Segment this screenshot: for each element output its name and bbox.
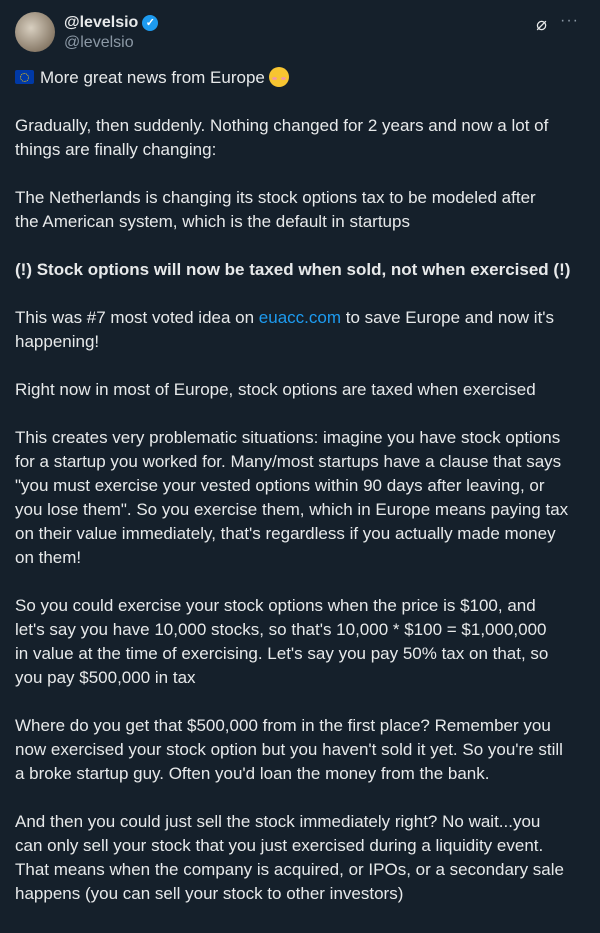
text-line: And then you could just sell the stock immediately right? No wait...you — [15, 812, 541, 831]
text-fragment: to save Europe and now it's — [341, 308, 555, 327]
eu-flag-icon — [15, 70, 34, 84]
paragraph-bold — [15, 258, 595, 282]
text-line: (!) Stock options will now be taxed when sold, not when exercised (!) — [15, 260, 571, 279]
text-line: happening! — [15, 332, 100, 351]
paragraph — [15, 186, 595, 234]
text-line: things are finally changing: — [15, 140, 217, 159]
text-fragment: This was #7 most voted idea on — [15, 308, 259, 327]
text-line: the American system, which is the default in startups — [15, 212, 410, 231]
more-options-button[interactable]: ··· — [560, 12, 579, 29]
text-line: let's say you have 10,000 stocks, so that's 10,000 * $100 = $1,000,000 — [15, 620, 547, 639]
smiling-face-emoji-icon — [269, 67, 289, 87]
text-line: can only sell your stock that you just exercised during a liquidity event. — [15, 836, 544, 855]
text-line: a broke startup guy. Often you'd loan the money from the bank. — [15, 764, 490, 783]
text-line: "you must exercise your vested options within 90 days after leaving, or — [15, 476, 545, 495]
text-line: Gradually, then suddenly. Nothing changed for 2 years and now a lot of — [15, 116, 549, 135]
tweet-header — [15, 12, 585, 56]
headline-text: More great news from Europe — [40, 68, 265, 87]
author-handle[interactable]: @levelsio — [64, 34, 134, 51]
text-line: This creates very problematic situations: imagine you have stock options — [15, 428, 561, 447]
text-line: in value at the time of exercising. Let's say you pay 50% tax on that, so — [15, 644, 549, 663]
paragraph — [15, 426, 595, 570]
author-names — [64, 13, 158, 53]
paragraph — [15, 594, 595, 690]
text-line: now exercised your stock option but you haven't sold it yet. So you're still — [15, 740, 563, 759]
verified-badge-icon: ✓ — [142, 15, 158, 31]
text-line: The Netherlands is changing its stock options tax to be modeled after — [15, 188, 536, 207]
text-line: Where do you get that $500,000 from in the first place? Remember you — [15, 716, 551, 735]
paragraph — [15, 378, 595, 402]
avatar[interactable] — [15, 12, 55, 52]
text-line: That means when the company is acquired, or IPOs, or a secondary sale — [15, 860, 564, 879]
tweet-text — [15, 66, 595, 930]
paragraph — [15, 714, 595, 786]
text-line: you lose them". So you exercise them, which in Europe means paying tax — [15, 500, 569, 519]
grok-icon[interactable]: ⌀ — [536, 14, 547, 34]
text-line: on them! — [15, 548, 82, 567]
paragraph — [15, 306, 595, 354]
text-line: you pay $500,000 in tax — [15, 668, 196, 687]
text-line — [15, 306, 595, 330]
tweet-headline — [15, 66, 595, 90]
paragraph — [15, 114, 595, 162]
paragraph — [15, 810, 595, 906]
text-line: Right now in most of Europe, stock options are taxed when exercised — [15, 380, 536, 399]
text-line: happens (you can sell your stock to other investors) — [15, 884, 404, 903]
author-display-name[interactable]: @levelsio — [64, 14, 139, 31]
text-line: for a startup you worked for. Many/most startups have a clause that says — [15, 452, 562, 471]
euacc-link[interactable]: euacc.com — [258, 308, 341, 327]
text-line: on their value immediately, that's regardless if you actually made money — [15, 524, 556, 543]
author-display-name-row[interactable] — [64, 13, 158, 33]
text-line: So you could exercise your stock options when the price is $100, and — [15, 596, 536, 615]
